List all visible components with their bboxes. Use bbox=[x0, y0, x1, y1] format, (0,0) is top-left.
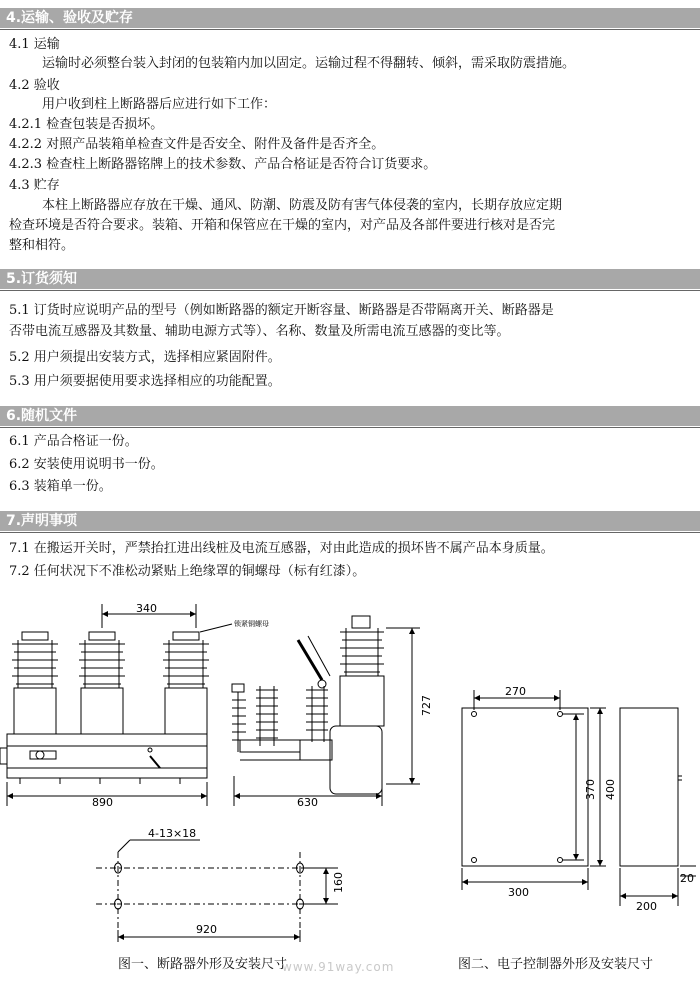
s4-line-2: 运输时必须整台装入封闭的包装箱内加以固定。运输过程不得翻转、倾斜，需采取防震措施。 bbox=[42, 56, 576, 71]
s5-line-1: 5.1 订货时应说明产品的型号（例如断路器的额定开断容量、断路器是否带隔离开关、断路器是 bbox=[9, 303, 554, 318]
section-7-header: 7.声明事项 bbox=[0, 511, 700, 531]
s6-line-3: 6.3 装箱单一份。 bbox=[9, 479, 112, 494]
insulator-middle bbox=[79, 632, 125, 734]
s6-line-2: 6.2 安装使用说明书一份。 bbox=[9, 457, 164, 472]
dim-400-label: 400 bbox=[604, 779, 617, 800]
section-4-header: 4.运输、验收及贮存 bbox=[0, 8, 700, 28]
dim-920-label: 920 bbox=[196, 923, 217, 936]
dim-300-label: 300 bbox=[508, 886, 529, 899]
figure-2-caption: 图二、电子控制器外形及安装尺寸 bbox=[458, 957, 654, 972]
s7-line-1: 7.1 在搬运开关时，严禁抬扛进出线桩及电流互感器，对由此造成的损坏皆不属产品本身质量。 bbox=[9, 541, 554, 556]
breaker-side-view bbox=[232, 616, 420, 806]
dim-630-label: 630 bbox=[297, 796, 318, 809]
dim-340-label: 340 bbox=[136, 602, 157, 615]
dim-727-label: 727 bbox=[420, 695, 433, 716]
dim-890-label: 890 bbox=[92, 796, 113, 809]
s4-line-11: 整和相符。 bbox=[9, 238, 75, 253]
s7-line-2: 7.2 任何状况下不准松动紧贴上绝缘罩的铜螺母（标有红漆）。 bbox=[9, 564, 366, 579]
figure-1-caption: 图一、断路器外形及安装尺寸 bbox=[118, 957, 288, 972]
section-6-header: 6.随机文件 bbox=[0, 406, 700, 426]
watermark: www.91way.com bbox=[282, 960, 395, 974]
s4-line-10: 检查环境是否符合要求。装箱、开箱和保管应在干燥的室内，对产品及各部件要进行核对是否完 bbox=[9, 218, 556, 233]
nut-note-label: 锁紧铜螺母 bbox=[234, 620, 269, 628]
dim-holes-label: 4-13×18 bbox=[148, 827, 197, 840]
insulator-left bbox=[12, 632, 58, 734]
dim-160-label: 160 bbox=[332, 872, 345, 893]
breaker-front-view bbox=[0, 604, 232, 806]
s4-line-3: 4.2 验收 bbox=[9, 78, 60, 93]
s4-line-9: 本柱上断路器应存放在干燥、通风、防潮、防震及防有害气体侵袭的室内，长期存放应定期 bbox=[42, 198, 563, 213]
s4-line-7: 4.2.3 检查柱上断路器铭牌上的技术参数、产品合格证是否符合订货要求。 bbox=[9, 157, 437, 172]
s5-line-2: 否带电流互感器及其数量、辅助电源方式等）、名称、数量及所需电流互感器的变比等。 bbox=[9, 324, 510, 339]
section-5-header: 5.订货须知 bbox=[0, 269, 700, 289]
s6-line-1: 6.1 产品合格证一份。 bbox=[9, 434, 138, 449]
insulator-right bbox=[163, 632, 209, 734]
mounting-hole-plan bbox=[96, 840, 338, 942]
s4-line-8: 4.3 贮存 bbox=[9, 178, 60, 193]
s4-line-5: 4.2.1 检查包装是否损坏。 bbox=[9, 117, 164, 132]
s5-line-4: 5.3 用户须要据使用要求选择相应的功能配置。 bbox=[9, 374, 281, 389]
s4-line-6: 4.2.2 对照产品装箱单检查文件是否安全、附件及备件是否齐全。 bbox=[9, 137, 385, 152]
dim-20-label: 20 bbox=[680, 872, 694, 885]
dim-200-label: 200 bbox=[636, 900, 657, 913]
s5-line-3: 5.2 用户须提出安装方式，选择相应紧固附件。 bbox=[9, 350, 281, 365]
dim-370-label: 370 bbox=[584, 779, 597, 800]
s4-line-4: 用户收到柱上断路器后应进行如下工作： bbox=[42, 97, 277, 112]
dim-270-label: 270 bbox=[505, 685, 526, 698]
s4-line-1: 4.1 运输 bbox=[9, 37, 60, 52]
